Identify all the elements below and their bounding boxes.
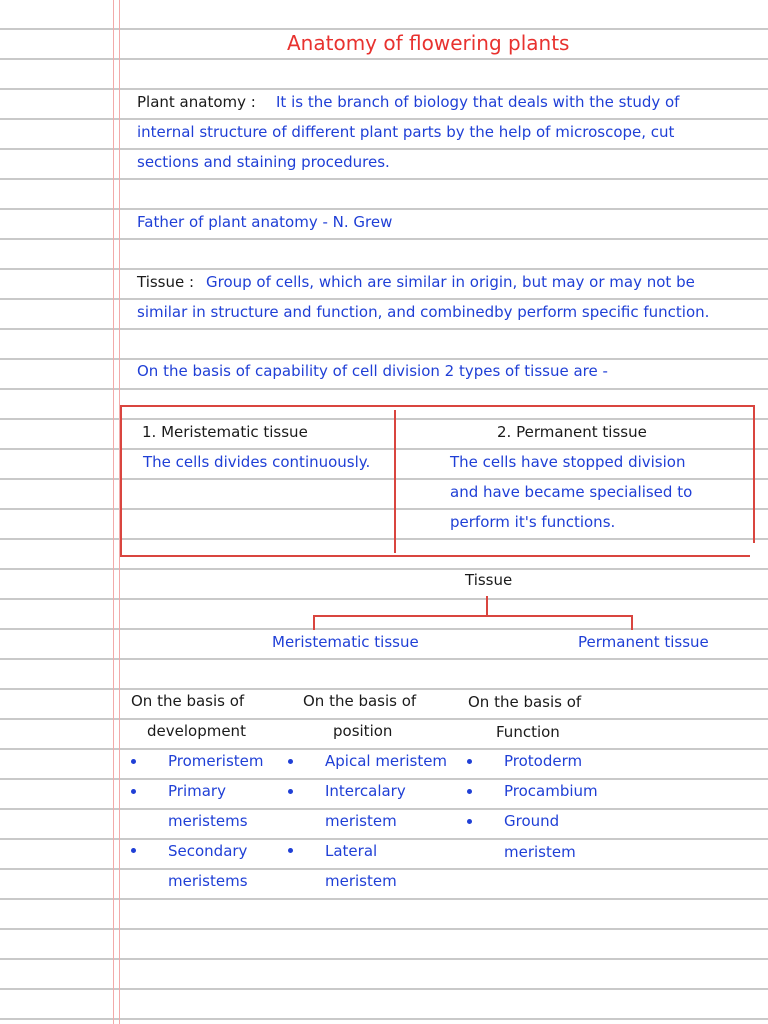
col-position-heading2: position: [333, 722, 393, 740]
col-function-heading2: Function: [496, 723, 560, 741]
bullet: [467, 759, 472, 764]
tissue-label: Tissue :: [137, 273, 195, 291]
list-item: meristem: [325, 872, 397, 890]
page-title: Anatomy of flowering plants: [287, 31, 570, 55]
list-item: Apical meristem: [325, 752, 448, 770]
permanent-text-line1: The cells have stopped division: [450, 453, 686, 471]
list-item: Primary: [168, 782, 226, 800]
col-development-heading1: On the basis of: [131, 692, 245, 710]
bullet: [467, 789, 472, 794]
tree-root-tissue: Tissue: [465, 571, 513, 589]
list-item: Intercalary: [325, 782, 406, 800]
list-item: meristem: [325, 812, 397, 830]
meristematic-text: The cells divides continuously.: [143, 453, 371, 471]
list-item: meristems: [168, 872, 248, 890]
tissue-def-line1: Group of cells, which are similar in origin, but may or may not be: [206, 273, 695, 291]
bullet: [288, 848, 293, 853]
col-development-heading2: development: [147, 722, 246, 740]
list-item: meristem: [504, 843, 576, 861]
plant-anatomy-label: Plant anatomy :: [137, 93, 256, 111]
tree-meristematic: Meristematic tissue: [272, 633, 419, 651]
bullet: [467, 819, 472, 824]
bullet: [131, 848, 136, 853]
plant-anatomy-line2: internal structure of different plant parts by the help of microscope, cut: [137, 123, 675, 141]
father-of-plant-anatomy: Father of plant anatomy - N. Grew: [137, 213, 393, 231]
margin-line-left: [113, 0, 114, 1024]
list-item: Promeristem: [168, 752, 264, 770]
bullet: [131, 759, 136, 764]
tissue-def-line2: similar in structure and function, and combinedby perform specific function.: [137, 303, 710, 321]
plant-anatomy-line1: It is the branch of biology that deals with the study of: [276, 93, 680, 111]
basis-statement: On the basis of capability of cell division 2 types of tissue are -: [137, 362, 608, 380]
permanent-text-line3: perform it's functions.: [450, 513, 616, 531]
permanent-text-line2: and have became specialised to: [450, 483, 693, 501]
list-item: Lateral: [325, 842, 378, 860]
list-item: meristems: [168, 812, 248, 830]
list-item: Protoderm: [504, 752, 583, 770]
col-function-heading1: On the basis of: [468, 693, 582, 711]
list-item: Secondary: [168, 842, 248, 860]
tree-permanent: Permanent tissue: [578, 633, 709, 651]
bullet: [131, 789, 136, 794]
list-item: Procambium: [504, 782, 598, 800]
col-position-heading1: On the basis of: [303, 692, 417, 710]
list-item: Ground: [504, 812, 560, 830]
bullet: [288, 759, 293, 764]
permanent-heading: 2. Permanent tissue: [497, 423, 647, 441]
bullet: [288, 789, 293, 794]
plant-anatomy-line3: sections and staining procedures.: [137, 153, 390, 171]
meristematic-heading: 1. Meristematic tissue: [142, 423, 308, 441]
